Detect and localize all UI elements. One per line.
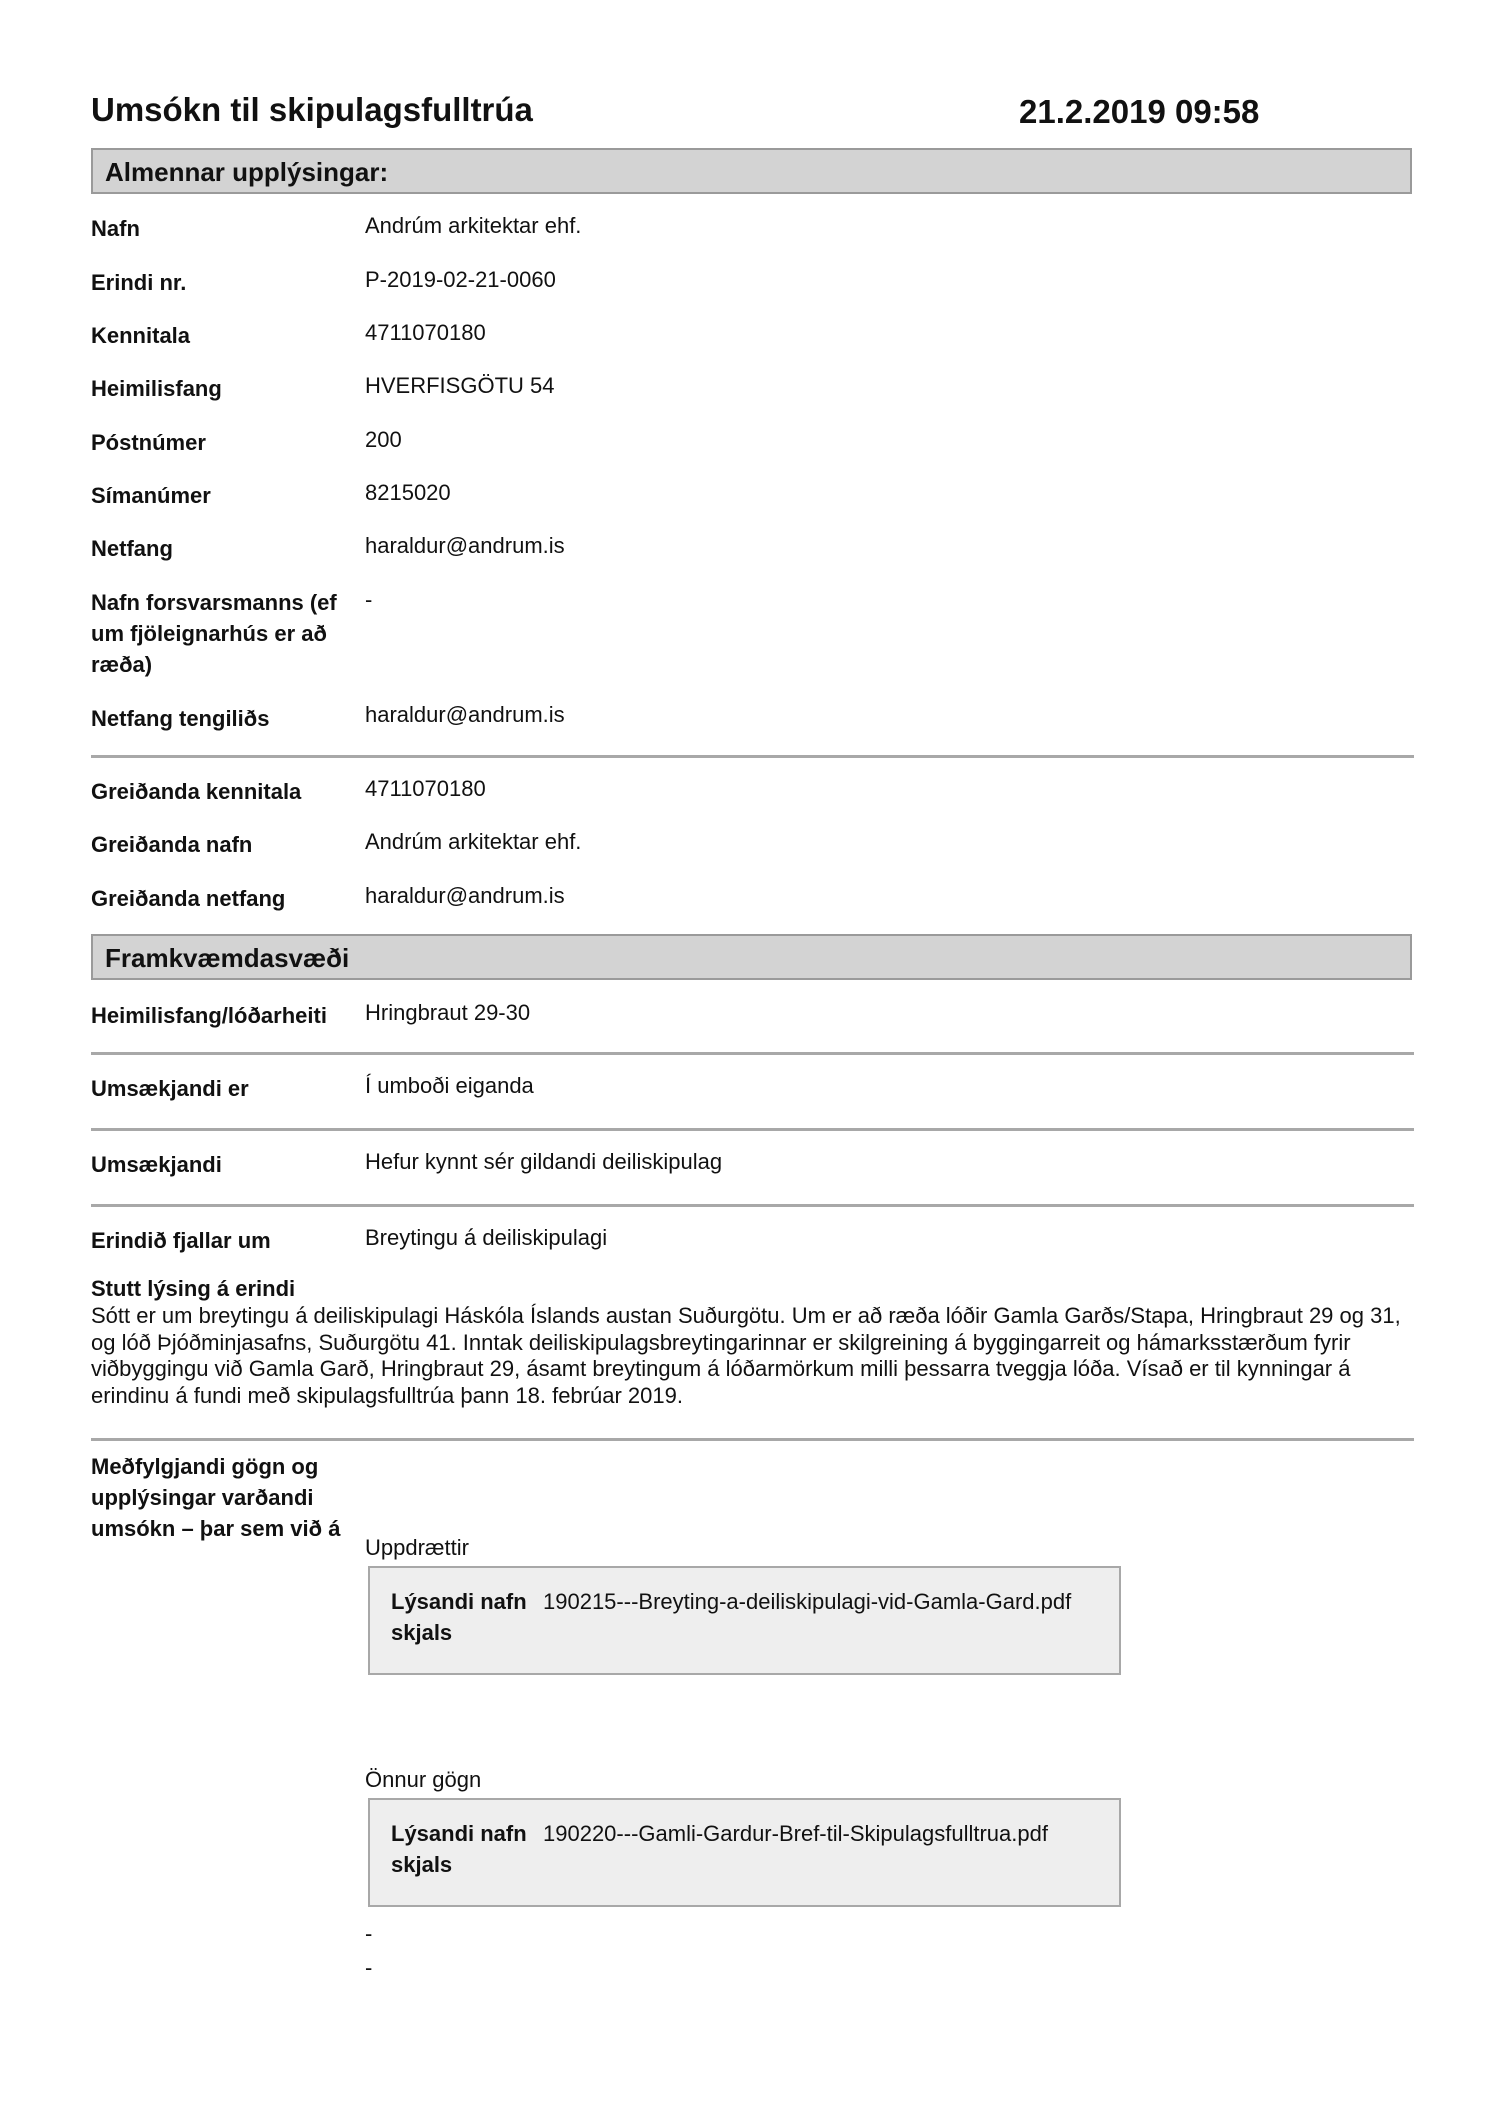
attachment-file-other[interactable]	[368, 1798, 1121, 1907]
attachment-group-drawings: Uppdrættir	[365, 1535, 469, 1560]
submission-date: 21.2.2019 09:58	[1019, 93, 1260, 130]
field-value-phone: 8215020	[365, 480, 451, 505]
field-value-representative: -	[365, 587, 373, 612]
description-title: Stutt lýsing á erindi	[91, 1276, 296, 1301]
field-value-email: haraldur@andrum.is	[365, 533, 565, 558]
file-label: Lýsandi nafn skjals	[391, 1589, 527, 1645]
field-value-payer-ssn: 4711070180	[365, 776, 486, 801]
divider	[91, 1052, 1414, 1055]
field-label-site-address: Heimilisfang/lóðarheiti	[91, 1003, 327, 1028]
field-label-subject: Erindið fjallar um	[91, 1228, 271, 1253]
field-value-contact-email: haraldur@andrum.is	[365, 702, 565, 727]
empty-value-dash: -	[365, 1921, 373, 1946]
divider	[91, 1438, 1414, 1441]
field-label-postcode: Póstnúmer	[91, 430, 206, 455]
field-value-name: Andrúm arkitektar ehf.	[365, 213, 582, 238]
field-label-address: Heimilisfang	[91, 376, 222, 401]
field-label-applicant: Umsækjandi	[91, 1152, 222, 1177]
attachments-label: Meðfylgjandi gögn og upplýsingar varðandi umsókn – þar sem við á	[91, 1454, 341, 1541]
field-value-address: HVERFISGÖTU 54	[365, 373, 555, 398]
attachment-group-other: Önnur gögn	[365, 1767, 482, 1792]
section-general-header	[91, 148, 1412, 194]
field-value-site-address: Hringbraut 29-30	[365, 1000, 531, 1025]
file-label: Lýsandi nafn skjals	[391, 1821, 527, 1877]
section-general-title: Almennar upplýsingar:	[105, 157, 389, 187]
empty-value-dash: -	[365, 1955, 373, 1980]
divider	[91, 1128, 1414, 1131]
divider	[91, 1204, 1414, 1207]
field-value-postcode: 200	[365, 427, 402, 452]
section-area-header	[91, 934, 1412, 980]
field-label-phone: Símanúmer	[91, 483, 211, 508]
field-value-ssn: 4711070180	[365, 320, 486, 345]
field-label-payer-ssn: Greiðanda kennitala	[91, 779, 302, 804]
attachment-file-drawings[interactable]	[368, 1566, 1121, 1675]
divider	[91, 755, 1414, 758]
field-label-email: Netfang	[91, 536, 173, 561]
field-label-payer-name: Greiðanda nafn	[91, 832, 253, 857]
field-value-case-number: P-2019-02-21-0060	[365, 267, 556, 292]
field-label-representative: Nafn forsvarsmanns (ef um fjöleignarhús er að ræða)	[91, 590, 337, 677]
field-value-payer-name: Andrúm arkitektar ehf.	[365, 829, 582, 854]
field-value-applicant: Hefur kynnt sér gildandi deiliskipulag	[365, 1149, 723, 1174]
field-label-contact-email: Netfang tengiliðs	[91, 706, 270, 731]
field-value-applicant-role: Í umboði eiganda	[365, 1073, 534, 1098]
field-label-ssn: Kennitala	[91, 323, 191, 348]
file-name-link[interactable]: 190220---Gamli-Gardur-Bref-til-Skipulagsfulltrua.pdf	[543, 1821, 1048, 1846]
field-label-applicant-role: Umsækjandi er	[91, 1076, 249, 1101]
description-text: Sótt er um breytingu á deiliskipulagi Háskóla Íslands austan Suðurgötu. Um er að ræða lóðir Gamla Garðs/Stapa, Hringbraut 29 og 31, og lóð Þjóðminjasafns, Suðurgötu 41. Inntak deiliskipulagsbreytingarinnar er skilgreining á byggingarreit og hámarksstærðum fyrir viðbyggingu við Gamla Garð, Hringbraut 29, ásamt breytingum á lóðarmörkum milli þessarra tveggja lóða. Vísað er til kynningar á erindinu á fundi með skipulagsfulltrúa þann 18. febrúar 2019.	[91, 1303, 1401, 1408]
page-title: Umsókn til skipulagsfulltrúa	[91, 91, 533, 128]
file-name-link[interactable]: 190215---Breyting-a-deiliskipulagi-vid-Gamla-Gard.pdf	[543, 1589, 1072, 1614]
field-label-case-number: Erindi nr.	[91, 270, 187, 295]
field-value-payer-email: haraldur@andrum.is	[365, 883, 565, 908]
field-value-subject: Breytingu á deiliskipulagi	[365, 1225, 608, 1250]
field-label-payer-email: Greiðanda netfang	[91, 886, 286, 911]
section-area-title: Framkvæmdasvæði	[105, 943, 350, 973]
field-label-name: Nafn	[91, 216, 140, 241]
